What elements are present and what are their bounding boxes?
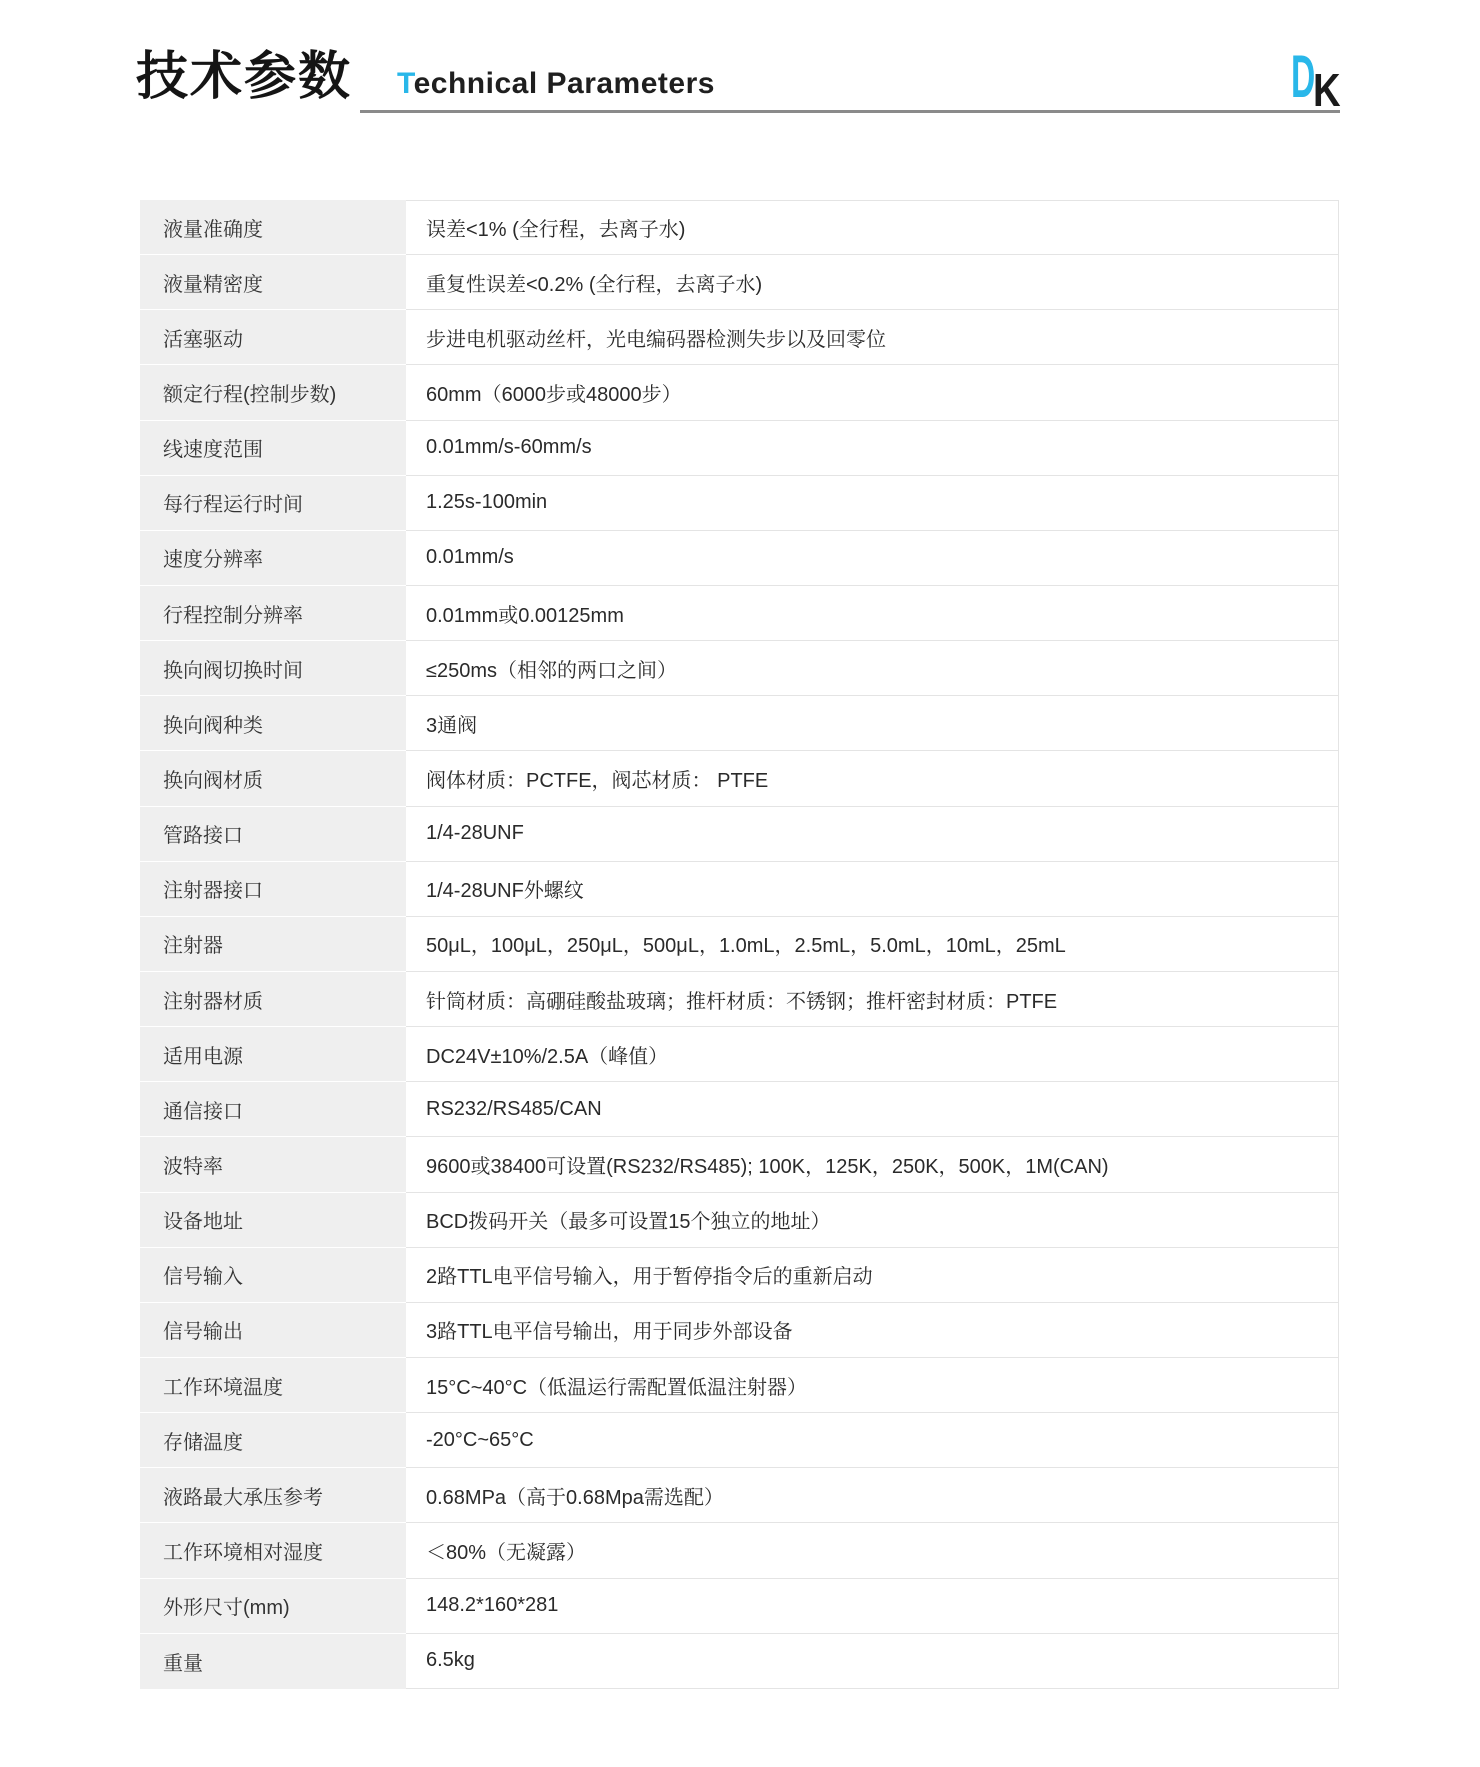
table-row (140, 1082, 1339, 1137)
table-row (140, 1523, 1339, 1578)
table-row (140, 531, 1339, 586)
spec-value: -20°C~65°C (406, 1413, 1339, 1468)
spec-name: 设备地址 (140, 1193, 406, 1248)
spec-value: 50μL，100μL，250μL，500μL，1.0mL，2.5mL，5.0mL，10mL，25mL (406, 917, 1339, 972)
spec-name: 换向阀种类 (140, 696, 406, 751)
table-row (140, 310, 1339, 365)
spec-name: 额定行程(控制步数) (140, 365, 406, 420)
spec-value: ＜80%（无凝露） (406, 1523, 1339, 1578)
spec-value: 0.01mm/s-60mm/s (406, 421, 1339, 476)
spec-value: BCD拨码开关（最多可设置15个独立的地址） (406, 1193, 1339, 1248)
spec-name: 信号输入 (140, 1248, 406, 1303)
table-row (140, 972, 1339, 1027)
spec-value: 误差<1% (全行程，去离子水) (406, 200, 1339, 255)
page-title-chinese: 技术参数 (136, 48, 353, 106)
table-row (140, 862, 1339, 917)
spec-name: 适用电源 (140, 1027, 406, 1082)
spec-name: 液量准确度 (140, 200, 406, 255)
spec-value: 148.2*160*281 (406, 1579, 1339, 1634)
spec-table (140, 200, 1339, 1689)
title-en-rest: echnical Parameters (413, 67, 715, 100)
spec-name: 行程控制分辨率 (140, 586, 406, 641)
spec-name: 每行程运行时间 (140, 476, 406, 531)
spec-value: 6.5kg (406, 1634, 1339, 1689)
spec-value: 重复性误差<0.2% (全行程，去离子水) (406, 255, 1339, 310)
table-row (140, 751, 1339, 806)
spec-value: 1.25s-100min (406, 476, 1339, 531)
spec-value: 0.01mm或0.00125mm (406, 586, 1339, 641)
spec-name: 液量精密度 (140, 255, 406, 310)
spec-value: 1/4-28UNF (406, 807, 1339, 862)
spec-name: 波特率 (140, 1137, 406, 1192)
table-row (140, 1027, 1339, 1082)
table-row (140, 1193, 1339, 1248)
table-row (140, 476, 1339, 531)
spec-name: 注射器接口 (140, 862, 406, 917)
spec-value: 3路TTL电平信号输出，用于同步外部设备 (406, 1303, 1339, 1358)
table-row (140, 807, 1339, 862)
table-row (140, 1413, 1339, 1468)
spec-value: 阀体材质：PCTFE，阀芯材质： PTFE (406, 751, 1339, 806)
spec-value: 3通阀 (406, 696, 1339, 751)
table-row (140, 1137, 1339, 1192)
table-row (140, 1468, 1339, 1523)
spec-value: 步进电机驱动丝杆，光电编码器检测失步以及回零位 (406, 310, 1339, 365)
logo-letter-k: K (1313, 64, 1341, 116)
header-divider-line (360, 110, 1340, 113)
table-row (140, 1248, 1339, 1303)
spec-name: 液路最大承压参考 (140, 1468, 406, 1523)
table-row (140, 917, 1339, 972)
spec-name: 活塞驱动 (140, 310, 406, 365)
table-row (140, 696, 1339, 751)
logo-letter-d: D (1291, 43, 1316, 110)
spec-value: 0.01mm/s (406, 531, 1339, 586)
table-row (140, 1579, 1339, 1634)
spec-value: 15°C~40°C（低温运行需配置低温注射器） (406, 1358, 1339, 1413)
spec-value: RS232/RS485/CAN (406, 1082, 1339, 1137)
spec-name: 线速度范围 (140, 421, 406, 476)
page-title-english (397, 64, 715, 104)
table-row (140, 200, 1339, 255)
spec-name: 注射器 (140, 917, 406, 972)
title-en-accent-letter: T (397, 67, 414, 100)
spec-value: 60mm（6000步或48000步） (406, 365, 1339, 420)
spec-name: 换向阀材质 (140, 751, 406, 806)
spec-value: 0.68MPa（高于0.68Mpa需选配） (406, 1468, 1339, 1523)
spec-name: 重量 (140, 1634, 406, 1689)
table-row (140, 421, 1339, 476)
table-row (140, 1303, 1339, 1358)
table-row (140, 1358, 1339, 1413)
spec-value: DC24V±10%/2.5A（峰值） (406, 1027, 1339, 1082)
spec-name: 管路接口 (140, 807, 406, 862)
spec-value: 1/4-28UNF外螺纹 (406, 862, 1339, 917)
table-row (140, 1634, 1339, 1689)
spec-value: ≤250ms（相邻的两口之间） (406, 641, 1339, 696)
spec-name: 速度分辨率 (140, 531, 406, 586)
spec-name: 存储温度 (140, 1413, 406, 1468)
spec-value: 9600或38400可设置(RS232/RS485); 100K，125K，250K，500K，1M(CAN) (406, 1137, 1339, 1192)
table-row (140, 586, 1339, 641)
spec-name: 工作环境温度 (140, 1358, 406, 1413)
spec-value: 针筒材质：高硼硅酸盐玻璃；推杆材质：不锈钢；推杆密封材质：PTFE (406, 972, 1339, 1027)
spec-name: 注射器材质 (140, 972, 406, 1027)
spec-name: 信号输出 (140, 1303, 406, 1358)
spec-name: 工作环境相对湿度 (140, 1523, 406, 1578)
table-row (140, 365, 1339, 420)
spec-name: 通信接口 (140, 1082, 406, 1137)
table-row (140, 641, 1339, 696)
table-row (140, 255, 1339, 310)
spec-name: 换向阀切换时间 (140, 641, 406, 696)
spec-value: 2路TTL电平信号输入，用于暂停指令后的重新启动 (406, 1248, 1339, 1303)
spec-name: 外形尺寸(mm) (140, 1579, 406, 1634)
